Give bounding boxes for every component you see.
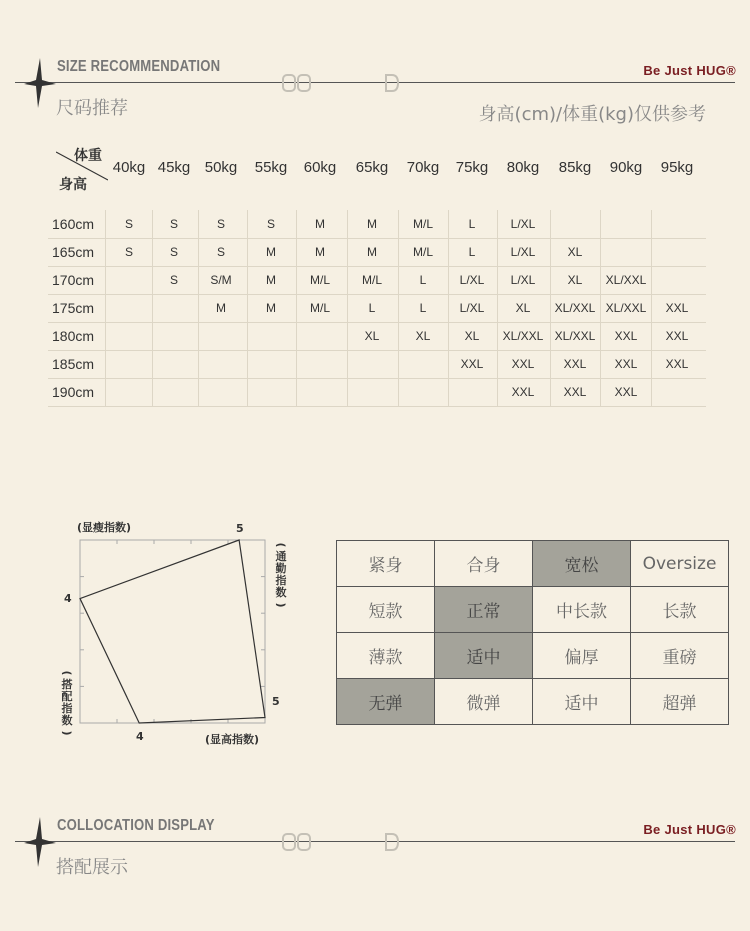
size-cell: M xyxy=(266,273,276,287)
size-cell: L/XL xyxy=(510,245,536,259)
radar-left-label: ( 搭 配 指 数 ) xyxy=(61,670,74,736)
weight-header: 90kg xyxy=(609,159,643,176)
size-cell: XL xyxy=(415,329,431,343)
table-row xyxy=(48,378,706,407)
radar-bottom-label: (显高指数) xyxy=(205,733,260,746)
attribute-cell: 紧身 xyxy=(337,541,435,587)
weight-header: 65kg xyxy=(355,159,389,176)
size-cell: S xyxy=(266,217,275,231)
size-cell: XXL xyxy=(665,301,689,315)
size-cell: M xyxy=(315,245,325,259)
size-cell: S xyxy=(169,245,178,259)
size-cell: XXL xyxy=(614,357,638,371)
attribute-row xyxy=(337,587,729,633)
section-title-cn: 尺码推荐 xyxy=(56,98,128,119)
size-cell: S xyxy=(216,217,225,231)
attribute-cell: 超弹 xyxy=(631,679,729,725)
header-divider xyxy=(15,82,735,83)
size-cell: XL/XXL xyxy=(554,301,596,315)
radar-right-label: ( 通 勤 指 数 ) xyxy=(275,542,288,608)
size-cell: L/XL xyxy=(510,217,536,231)
fit-attributes-table xyxy=(336,540,729,725)
size-cell: L/XL xyxy=(459,301,485,315)
bjh-monogram-icon xyxy=(282,833,312,851)
weight-header: 45kg xyxy=(157,159,191,176)
reference-note: 身高(cm)/体重(kg)仅供参考 xyxy=(478,104,706,125)
size-cell: XL/XXL xyxy=(554,329,596,343)
weight-axis-label: 体重 xyxy=(74,148,102,164)
header-divider xyxy=(15,841,735,842)
size-cell: XXL xyxy=(614,385,638,399)
size-cell: XL xyxy=(567,245,583,259)
size-cell: XXL xyxy=(614,329,638,343)
size-cell: M/L xyxy=(361,273,382,287)
radar-frame xyxy=(80,540,265,723)
size-cell: XL xyxy=(515,301,531,315)
attribute-cell: 无弹 xyxy=(337,679,435,725)
attribute-cell: 适中 xyxy=(435,633,533,679)
size-cell: L xyxy=(468,217,476,231)
size-cell: M/L xyxy=(309,301,330,315)
size-cell: L xyxy=(419,273,427,287)
height-label: 160cm xyxy=(52,216,95,232)
table-row xyxy=(48,210,706,239)
attribute-cell: 合身 xyxy=(435,541,533,587)
size-cell: XL xyxy=(567,273,583,287)
weight-header: 55kg xyxy=(254,159,288,176)
weight-header: 75kg xyxy=(455,159,489,176)
size-cell: XL xyxy=(364,329,380,343)
attribute-cell: Oversize xyxy=(631,541,729,587)
attribute-cell: 重磅 xyxy=(631,633,729,679)
size-cell: XL/XXL xyxy=(605,273,647,287)
weight-header: 70kg xyxy=(406,159,440,176)
bjh-monogram-icon xyxy=(282,74,312,92)
attribute-cell: 适中 xyxy=(533,679,631,725)
height-label: 175cm xyxy=(52,300,95,316)
attribute-row xyxy=(337,679,729,725)
table-row xyxy=(48,350,706,379)
size-cell: XXL xyxy=(460,357,484,371)
size-cell: S xyxy=(169,273,178,287)
size-cell: XXL xyxy=(665,357,689,371)
size-cell: XXL xyxy=(665,329,689,343)
weight-header: 40kg xyxy=(112,159,146,176)
brand-logo: Be Just HUG® xyxy=(643,63,736,78)
size-cell: M xyxy=(367,217,377,231)
size-cell: XL/XXL xyxy=(502,329,544,343)
size-cell: XL xyxy=(464,329,480,343)
index-radar-chart xyxy=(55,515,295,750)
b-monogram-icon xyxy=(384,833,400,851)
size-cell: M xyxy=(315,217,325,231)
size-cell: M/L xyxy=(309,273,330,287)
b-monogram-icon xyxy=(384,74,400,92)
section-title-cn: 搭配展示 xyxy=(56,857,128,878)
attribute-cell: 短款 xyxy=(337,587,435,633)
section-title-en: SIZE RECOMMENDATION xyxy=(57,58,221,75)
table-row xyxy=(48,294,706,323)
size-cell: S xyxy=(169,217,178,231)
size-cell: M xyxy=(216,301,226,315)
height-label: 170cm xyxy=(52,272,95,288)
table-row xyxy=(48,322,706,351)
attribute-cell: 薄款 xyxy=(337,633,435,679)
attribute-cell: 中长款 xyxy=(533,587,631,633)
attribute-cell: 偏厚 xyxy=(533,633,631,679)
height-label: 165cm xyxy=(52,244,95,260)
height-label: 190cm xyxy=(52,384,95,400)
size-cell: M xyxy=(266,245,276,259)
attribute-row xyxy=(337,541,729,587)
size-cell: S xyxy=(124,245,133,259)
size-cell: M/L xyxy=(412,217,433,231)
radar-left-value: 4 xyxy=(64,592,72,605)
table-row xyxy=(48,238,706,267)
collocation-section-header xyxy=(0,817,750,887)
size-cell: XXL xyxy=(563,357,587,371)
weight-header: 85kg xyxy=(558,159,592,176)
size-cell: M xyxy=(367,245,377,259)
height-axis-label: 身高 xyxy=(59,177,87,193)
size-cell: L/XL xyxy=(459,273,485,287)
radar-top-label: (显瘦指数) xyxy=(77,521,132,534)
attribute-cell: 微弹 xyxy=(435,679,533,725)
radar-right-value: 5 xyxy=(272,695,280,708)
size-cell: XL/XXL xyxy=(605,301,647,315)
radar-bottom-value: 4 xyxy=(136,730,144,743)
size-cell: M xyxy=(266,301,276,315)
size-cell: L xyxy=(368,301,376,315)
attribute-cell: 正常 xyxy=(435,587,533,633)
size-cell: XXL xyxy=(563,385,587,399)
weight-header: 50kg xyxy=(204,159,238,176)
table-row xyxy=(48,266,706,295)
brand-logo: Be Just HUG® xyxy=(643,822,736,837)
weight-header: 95kg xyxy=(660,159,694,176)
size-cell: XXL xyxy=(511,357,535,371)
section-title-en: COLLOCATION DISPLAY xyxy=(57,817,215,834)
weight-header: 80kg xyxy=(506,159,540,176)
size-cell: S xyxy=(124,217,133,231)
size-cell: XXL xyxy=(511,385,535,399)
height-label: 180cm xyxy=(52,328,95,344)
attribute-cell: 长款 xyxy=(631,587,729,633)
attribute-row xyxy=(337,633,729,679)
size-cell: M/L xyxy=(412,245,433,259)
size-cell: S/M xyxy=(210,273,232,287)
size-cell: L xyxy=(468,245,476,259)
height-label: 185cm xyxy=(52,356,95,372)
weight-header: 60kg xyxy=(303,159,337,176)
size-cell: L xyxy=(419,301,427,315)
size-cell: L/XL xyxy=(510,273,536,287)
attribute-cell: 宽松 xyxy=(533,541,631,587)
radar-score-polygon xyxy=(80,540,265,723)
radar-plot xyxy=(55,515,295,750)
size-cell: S xyxy=(216,245,225,259)
radar-top-value: 5 xyxy=(236,522,244,535)
